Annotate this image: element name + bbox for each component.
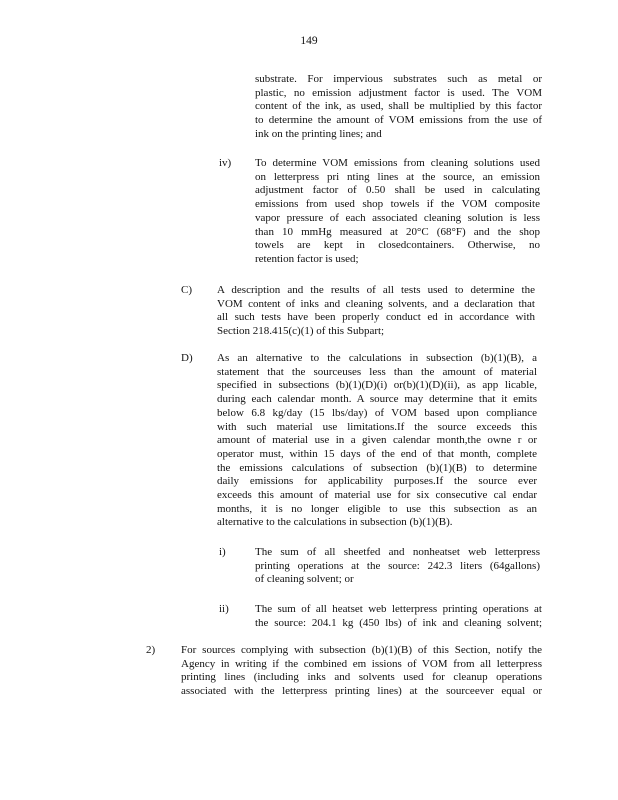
text-line: daily emissions for applicability purposes.If the source ever [217,475,537,488]
text-line: content of the ink, as used, shall be multiplied by this factor [255,100,542,113]
list-label: ii) [219,603,229,615]
text-line: operator must, within 15 days of the end of that month, complete [217,447,537,460]
text-line: vapor pressure of each associated cleaning solution is less [255,211,540,224]
text-line: amount of material use in a given calendar month,the owne r or [217,434,537,447]
text-line: As an alternative to the calculations in subsection (b)(1)(B), a [217,352,537,364]
list-label: i) [219,546,226,558]
text-line: VOM content of inks and cleaning solvents, and a declaration that [217,297,535,310]
text-line: Agency in writing if the combined em issions of VOM from all letterpress [181,657,542,670]
text-line: months, it is no longer eligible to use this subsection as an [217,502,537,515]
text-line: ink on the printing lines; and [255,127,382,140]
text-line: towels are kept in closedcontainers. Otherwise, no [255,239,540,252]
text-line: A description and the results of all tests used to determine the [217,284,535,296]
text-line: with such material use limitations.If the source exceeds this [217,420,537,433]
text-line: plastic, no emission adjustment factor is used. The VOM [255,86,542,99]
list-label: iv) [219,157,232,169]
text-line: substrate. For impervious substrates such as metal or [255,73,542,85]
text-line: the source: 204.1 kg (450 lbs) of ink and cleaning solvent; [255,616,542,629]
list-label: D) [181,352,193,364]
page-number: 149 [300,35,318,47]
text-line: The sum of all sheetfed and nonheatset web letterpress [255,546,540,558]
text-line: on letterpress pri nting lines at the source, an emission [255,170,540,183]
text-line: to determine the amount of VOM emissions from the use of [255,114,542,127]
text-line: To determine VOM emissions from cleaning solutions used [255,157,540,169]
text-line: than 10 mmHg measured at 20°C (68°F) and the shop [255,225,540,238]
text-line: emissions from used shop towels if the VOM composite [255,198,540,211]
text-line: of cleaning solvent; or [255,573,354,586]
text-line: during each calendar month. A source may determine that it emits [217,393,537,406]
text-line: The sum of all heatset web letterpress printing operations at [255,603,542,615]
text-line: For sources complying with subsection (b)(1)(B) of this Section, notify the [181,644,542,656]
text-line: printing operations at the source: 242.3 liters (64gallons) [255,559,540,572]
text-line: the emissions calculations of subsection (b)(1)(B) to determine [217,461,537,474]
text-line: Section 218.415(c)(1) of this Subpart; [217,325,385,338]
text-line: below 6.8 kg/day (15 lbs/day) of VOM based upon compliance [217,406,537,419]
list-label: 2) [146,644,156,656]
text-line: alternative to the calculations in subsection (b)(1)(B). [217,516,453,529]
text-line: printing lines (including inks and solvents used for cleanup operations [181,671,542,684]
text-line: all such tests have been properly conduct ed in accordance with [217,311,535,324]
list-label: C) [181,284,192,296]
text-line: adjustment factor of 0.50 shall be used in calculating [255,184,540,197]
text-line: retention factor is used; [255,252,359,265]
text-line: specified in subsections (b)(1)(D)(i) or(b)(1)(D)(ii), as app licable, [217,379,537,392]
text-line: exceeds this amount of material use for six consecutive cal endar [217,489,537,501]
text-line: associated with the letterpress printing lines) at the sourceever equal or [181,685,542,698]
text-line: statement that the sourceuses less than the amount of material [217,365,537,378]
